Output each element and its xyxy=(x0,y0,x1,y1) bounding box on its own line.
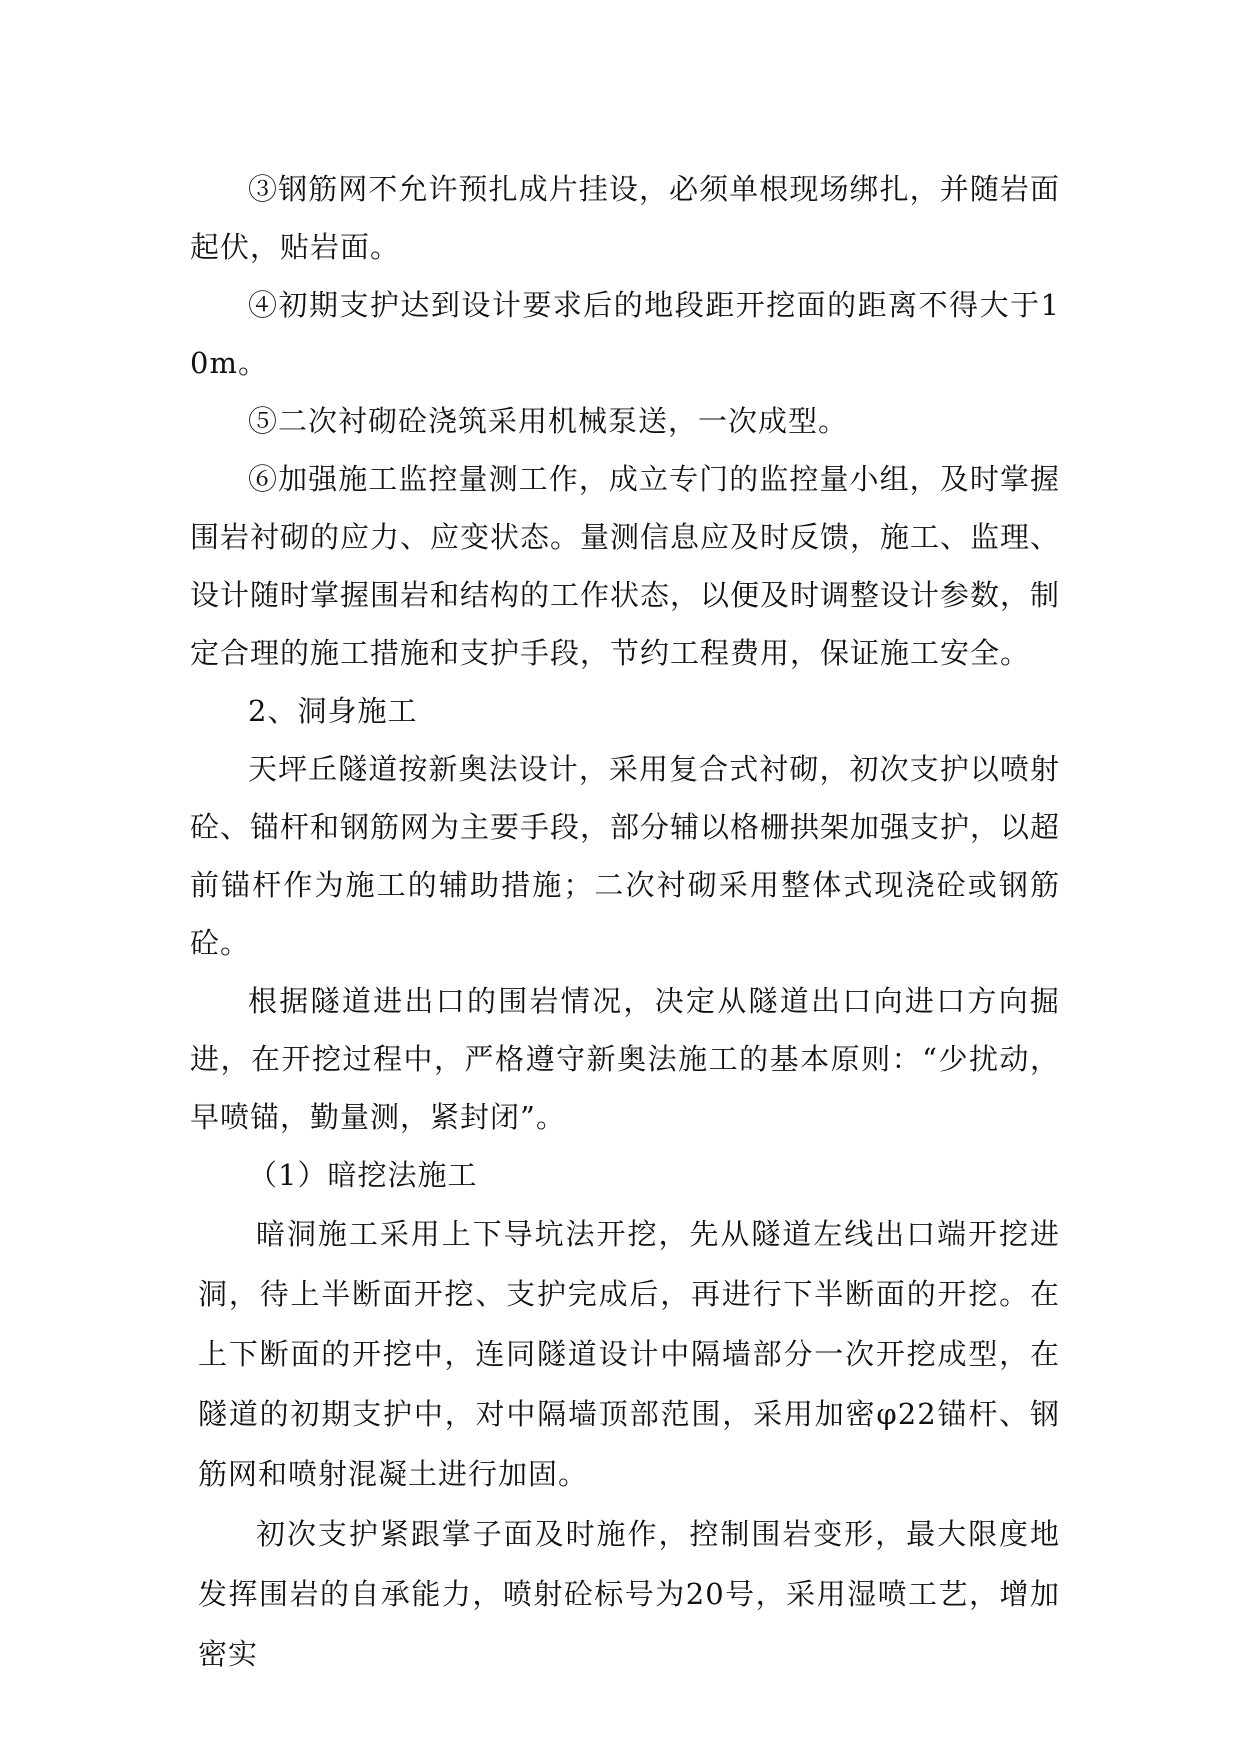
paragraph-secondary-lining: ⑤二次衬砌砼浇筑采用机械泵送，一次成型。 xyxy=(248,404,849,438)
document-body xyxy=(190,160,1060,1684)
paragraph-monitoring: ⑥加强施工监控量测工作，成立专门的监控量小组，及时掌握围岩衬砌的应力、应变状态。量测信息应及时反馈，施工、监理、设计随时掌握围岩和结构的工作状态，以便及时调整设计参数，制定合理的施工措施和支护手段，节约工程费用，保证施工安全。 xyxy=(190,462,1061,670)
subsection-heading-mining-method: （1）暗挖法施工 xyxy=(248,1158,478,1192)
paragraph-tunnel-design: 天坪丘隧道按新奥法设计，采用复合式衬砌，初次支护以喷射砼、锚杆和钢筋网为主要手段，部分辅以格栅拱架加强支护，以超前锚杆作为施工的辅助措施；二次衬砌采用整体式现浇砼或钢筋砼。 xyxy=(190,752,1061,960)
paragraph-excavation-method: 暗洞施工采用上下导坑法开挖，先从隧道左线出口端开挖进洞，待上半断面开挖、支护完成后，再进行下半断面的开挖。在上下断面的开挖中，连同隧道设计中隔墙部分一次开挖成型，在隧道的初期支护中，对中隔墙顶部范围，采用加密φ22锚杆、钢筋网和喷射混凝土进行加固。 xyxy=(198,1217,1060,1491)
paragraph-initial-support-distance: ④初期支护达到设计要求后的地段距开挖面的距离不得大于10m。 xyxy=(190,288,1060,380)
section-heading-tunnel-body: 2、洞身施工 xyxy=(248,694,418,728)
paragraph-rebar-mesh: ③钢筋网不允许预扎成片挂设，必须单根现场绑扎，并随岩面起伏，贴岩面。 xyxy=(190,172,1060,264)
paragraph-primary-support: 初次支护紧跟掌子面及时施作，控制围岩变形，最大限度地发挥围岩的自承能力，喷射砼标号为20号，采用湿喷工艺，增加密实 xyxy=(198,1517,1060,1671)
paragraph-excavation-direction: 根据隧道进出口的围岩情况，决定从隧道出口向进口方向掘进，在开挖过程中，严格遵守新奥法施工的基本原则：“少扰动，早喷锚，勤量测，紧封闭”。 xyxy=(190,984,1060,1134)
